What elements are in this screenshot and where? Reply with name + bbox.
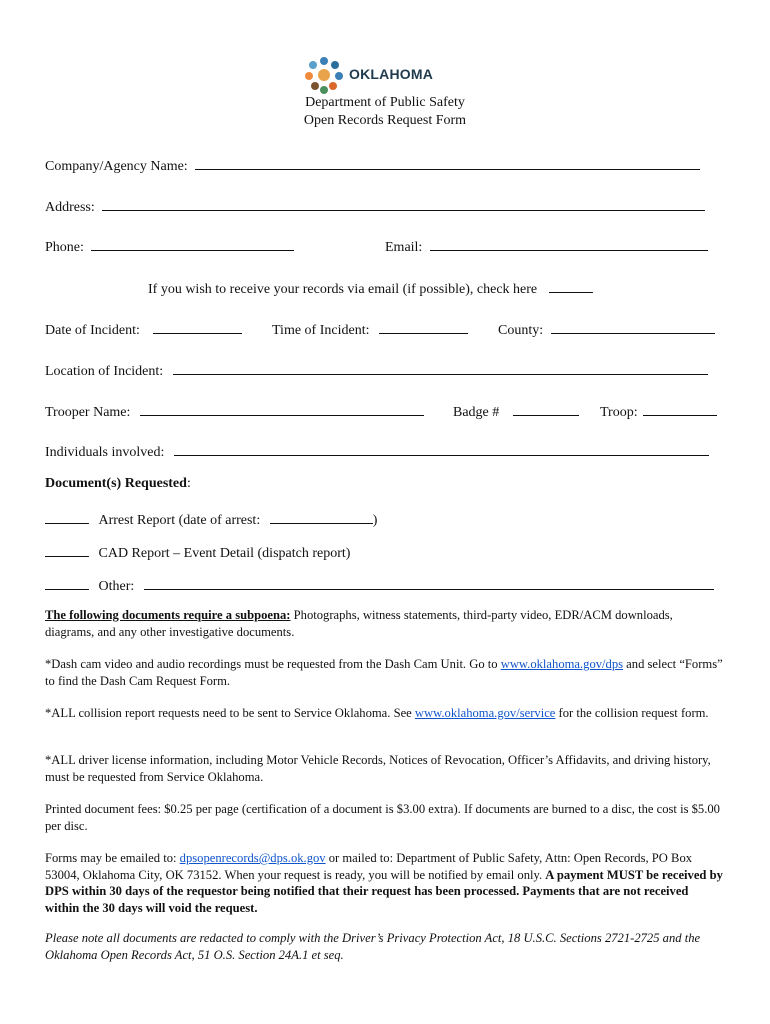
phone-row: [45, 236, 294, 256]
payment-warning: A payment MUST be received by DPS within 30 days of the requestor being notified that their request has been processed. Payments that are not received within the 30 days will void the request.: [45, 867, 723, 915]
email-preference-label: If you wish to receive your records via email (if possible), check here: [148, 282, 538, 297]
email-label: Email:: [385, 240, 423, 255]
date-incident-label: Date of Incident:: [45, 323, 140, 338]
address-label: Address:: [45, 200, 95, 215]
individuals-row: [45, 441, 709, 461]
time-incident-field[interactable]: [379, 319, 468, 334]
cad-report-row: [45, 542, 350, 562]
forms-text-b: or mailed to: Department of Public Safety, Attn: Open Records, PO Box 53004, Oklahoma City, OK 73152. When your request is ready, you will be notified by email only.: [45, 851, 693, 882]
arrest-report-label: Arrest Report (date of arrest:: [98, 513, 261, 528]
dashcam-note: [45, 656, 725, 689]
other-field[interactable]: [144, 575, 714, 590]
license-note: *ALL driver license information, including Motor Vehicle Records, Notices of Revocation, Officer’s Affidavits, and driving history, must be requested from Service Oklahoma.: [45, 753, 711, 784]
cad-report-checkbox[interactable]: [45, 542, 89, 557]
cad-report-label: CAD Report – Event Detail (dispatch report): [98, 546, 351, 561]
collision-text-a: *ALL collision report requests need to be sent to Service Oklahoma. See: [45, 706, 415, 720]
badge-row: [453, 401, 579, 421]
other-label: Other:: [98, 579, 135, 594]
location-row: [45, 360, 708, 380]
phone-label: Phone:: [45, 240, 84, 255]
form-title: Open Records Request Form: [303, 113, 467, 128]
individuals-field[interactable]: [174, 441, 709, 456]
forms-text-a: Forms may be emailed to:: [45, 851, 180, 865]
address-row: [45, 196, 705, 216]
trooper-row: [45, 401, 424, 421]
troop-label: Troop:: [600, 405, 638, 420]
company-row: [45, 155, 700, 175]
dps-website-link[interactable]: www.oklahoma.gov/dps: [500, 657, 624, 671]
troop-field[interactable]: [643, 401, 717, 416]
badge-label: Badge #: [453, 405, 500, 420]
state-emblem-icon: [304, 55, 344, 95]
location-field[interactable]: [173, 360, 708, 375]
dashcam-text-b: and select “Forms” to find the Dash Cam Request Form.: [45, 657, 723, 688]
time-incident-label: Time of Incident:: [272, 323, 370, 338]
oklahoma-logo: [304, 55, 444, 95]
subpoena-note: [45, 607, 725, 640]
trooper-field[interactable]: [140, 401, 424, 416]
other-row: [45, 575, 714, 595]
email-field[interactable]: [430, 236, 708, 251]
redaction-note: Please note all documents are redacted to comply with the Driver’s Privacy Protection Act, 18 U.S.C. Sections 2721-2725 and the Oklahoma Open Records Act, 51 O.S. Section 24A.1 et seq.: [45, 931, 701, 962]
badge-field[interactable]: [513, 401, 579, 416]
documents-heading: [45, 476, 191, 492]
subpoena-heading: The following documents require a subpoena:: [45, 608, 291, 622]
forms-note: [45, 850, 725, 916]
fees-note: Printed document fees: $0.25 per page (certification of a document is $3.00 extra). If documents are burned to a disc, the cost is $5.00 per disc.: [45, 802, 720, 833]
address-field[interactable]: [102, 196, 705, 211]
service-website-link[interactable]: www.oklahoma.gov/service: [414, 706, 556, 720]
documents-heading-text: Document(s) Requested: [45, 476, 187, 491]
arrest-report-checkbox[interactable]: [45, 509, 89, 524]
arrest-report-close: ): [372, 513, 378, 528]
email-row: [385, 236, 708, 256]
arrest-report-row: [45, 509, 377, 529]
documents-heading-colon: :: [186, 476, 191, 491]
collision-note: [45, 705, 725, 722]
date-incident-field[interactable]: [153, 319, 242, 334]
incident-date-row: [45, 319, 242, 339]
company-field[interactable]: [195, 155, 700, 170]
dashcam-text-a: *Dash cam video and audio recordings must be requested from the Dash Cam Unit. Go to: [45, 657, 501, 671]
other-checkbox[interactable]: [45, 575, 89, 590]
department-title: Department of Public Safety: [305, 95, 465, 110]
email-preference-row: [148, 278, 593, 298]
arrest-date-field[interactable]: [270, 509, 373, 524]
trooper-label: Trooper Name:: [45, 405, 131, 420]
county-field[interactable]: [551, 319, 715, 334]
company-label: Company/Agency Name:: [45, 159, 188, 174]
county-label: County:: [498, 323, 544, 338]
logo-wordmark: OKLAHOMA: [349, 66, 434, 82]
location-label: Location of Incident:: [45, 364, 164, 379]
county-row: [498, 319, 715, 339]
email-preference-checkbox[interactable]: [549, 278, 593, 293]
incident-time-row: [272, 319, 468, 339]
phone-field[interactable]: [91, 236, 294, 251]
troop-row: [600, 401, 717, 421]
collision-text-b: for the collision request form.: [555, 706, 709, 720]
individuals-label: Individuals involved:: [45, 445, 165, 460]
open-records-email-link[interactable]: dpsopenrecords@dps.ok.gov: [179, 851, 326, 865]
subpoena-text: Photographs, witness statements, third-party video, EDR/ACM downloads, diagrams, and any other investigative documents.: [45, 608, 673, 639]
